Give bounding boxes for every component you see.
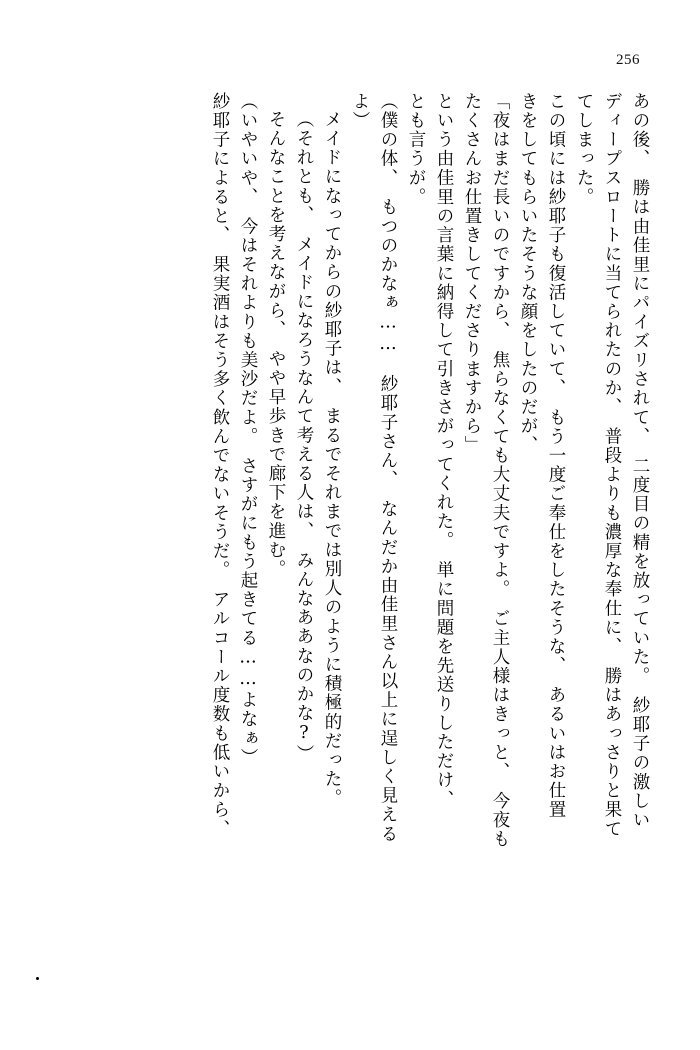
text-line: ディープスロートに当てられたのか、 普段よりも濃厚な奉仕に、 勝はあっさりと果て [602, 92, 622, 839]
text-line: きをしてもらいたそうな顔をしたのだが、 [518, 92, 538, 455]
text-line: てしまった。 [574, 92, 594, 207]
text-line: この頃には紗耶子も復活していて、 もう一度ご奉仕をしたそうな、 あるいはお仕置 [546, 92, 566, 820]
page-number: 256 [616, 52, 640, 68]
text-line: そんなことを考えながら、 やや早歩きで廊下を進む。 [266, 110, 286, 579]
text-line: メイドになってからの紗耶子は、 まるでそれまでは別人のように積極的だった。 [322, 110, 342, 808]
text-line: あの後、 勝は由佳里にパイズリされて、 二度目の精を放っていた。 紗耶子の激しい [630, 92, 650, 830]
text-line: （僕の体、 もつのかなぁ…… 紗耶子さん、 なんだか由佳里さん以上に逞しく見える [378, 92, 398, 844]
text-line: という由佳里の言葉に納得して引きさがってくれた。 単に問題を先送りしただけ、 [434, 92, 454, 810]
text-line: 「夜はまだ長いのですから、 焦らなくても大丈夫ですよ。 ご主人様はきっと、 今夜も [490, 92, 510, 849]
text-line: （いやいや、 今はそれよりも美沙だよ。 さすがにもう起きてる……よなぁ） [238, 92, 258, 768]
vertical-text-body [40, 92, 648, 972]
text-line: 紗耶子によると、 果実酒はそう多く飲んでないそうだ。 アルコール度数も低いから、 [210, 92, 230, 839]
text-line: とも言うが。 [406, 92, 426, 207]
text-line: よ） [350, 92, 370, 131]
text-line: たくさんお仕置きしてくださりますから」 [462, 92, 482, 455]
text-line: （それとも、 メイドになろうなんて考える人は、 みんなああなのかな?） [294, 110, 314, 764]
footer-mark [36, 977, 39, 980]
